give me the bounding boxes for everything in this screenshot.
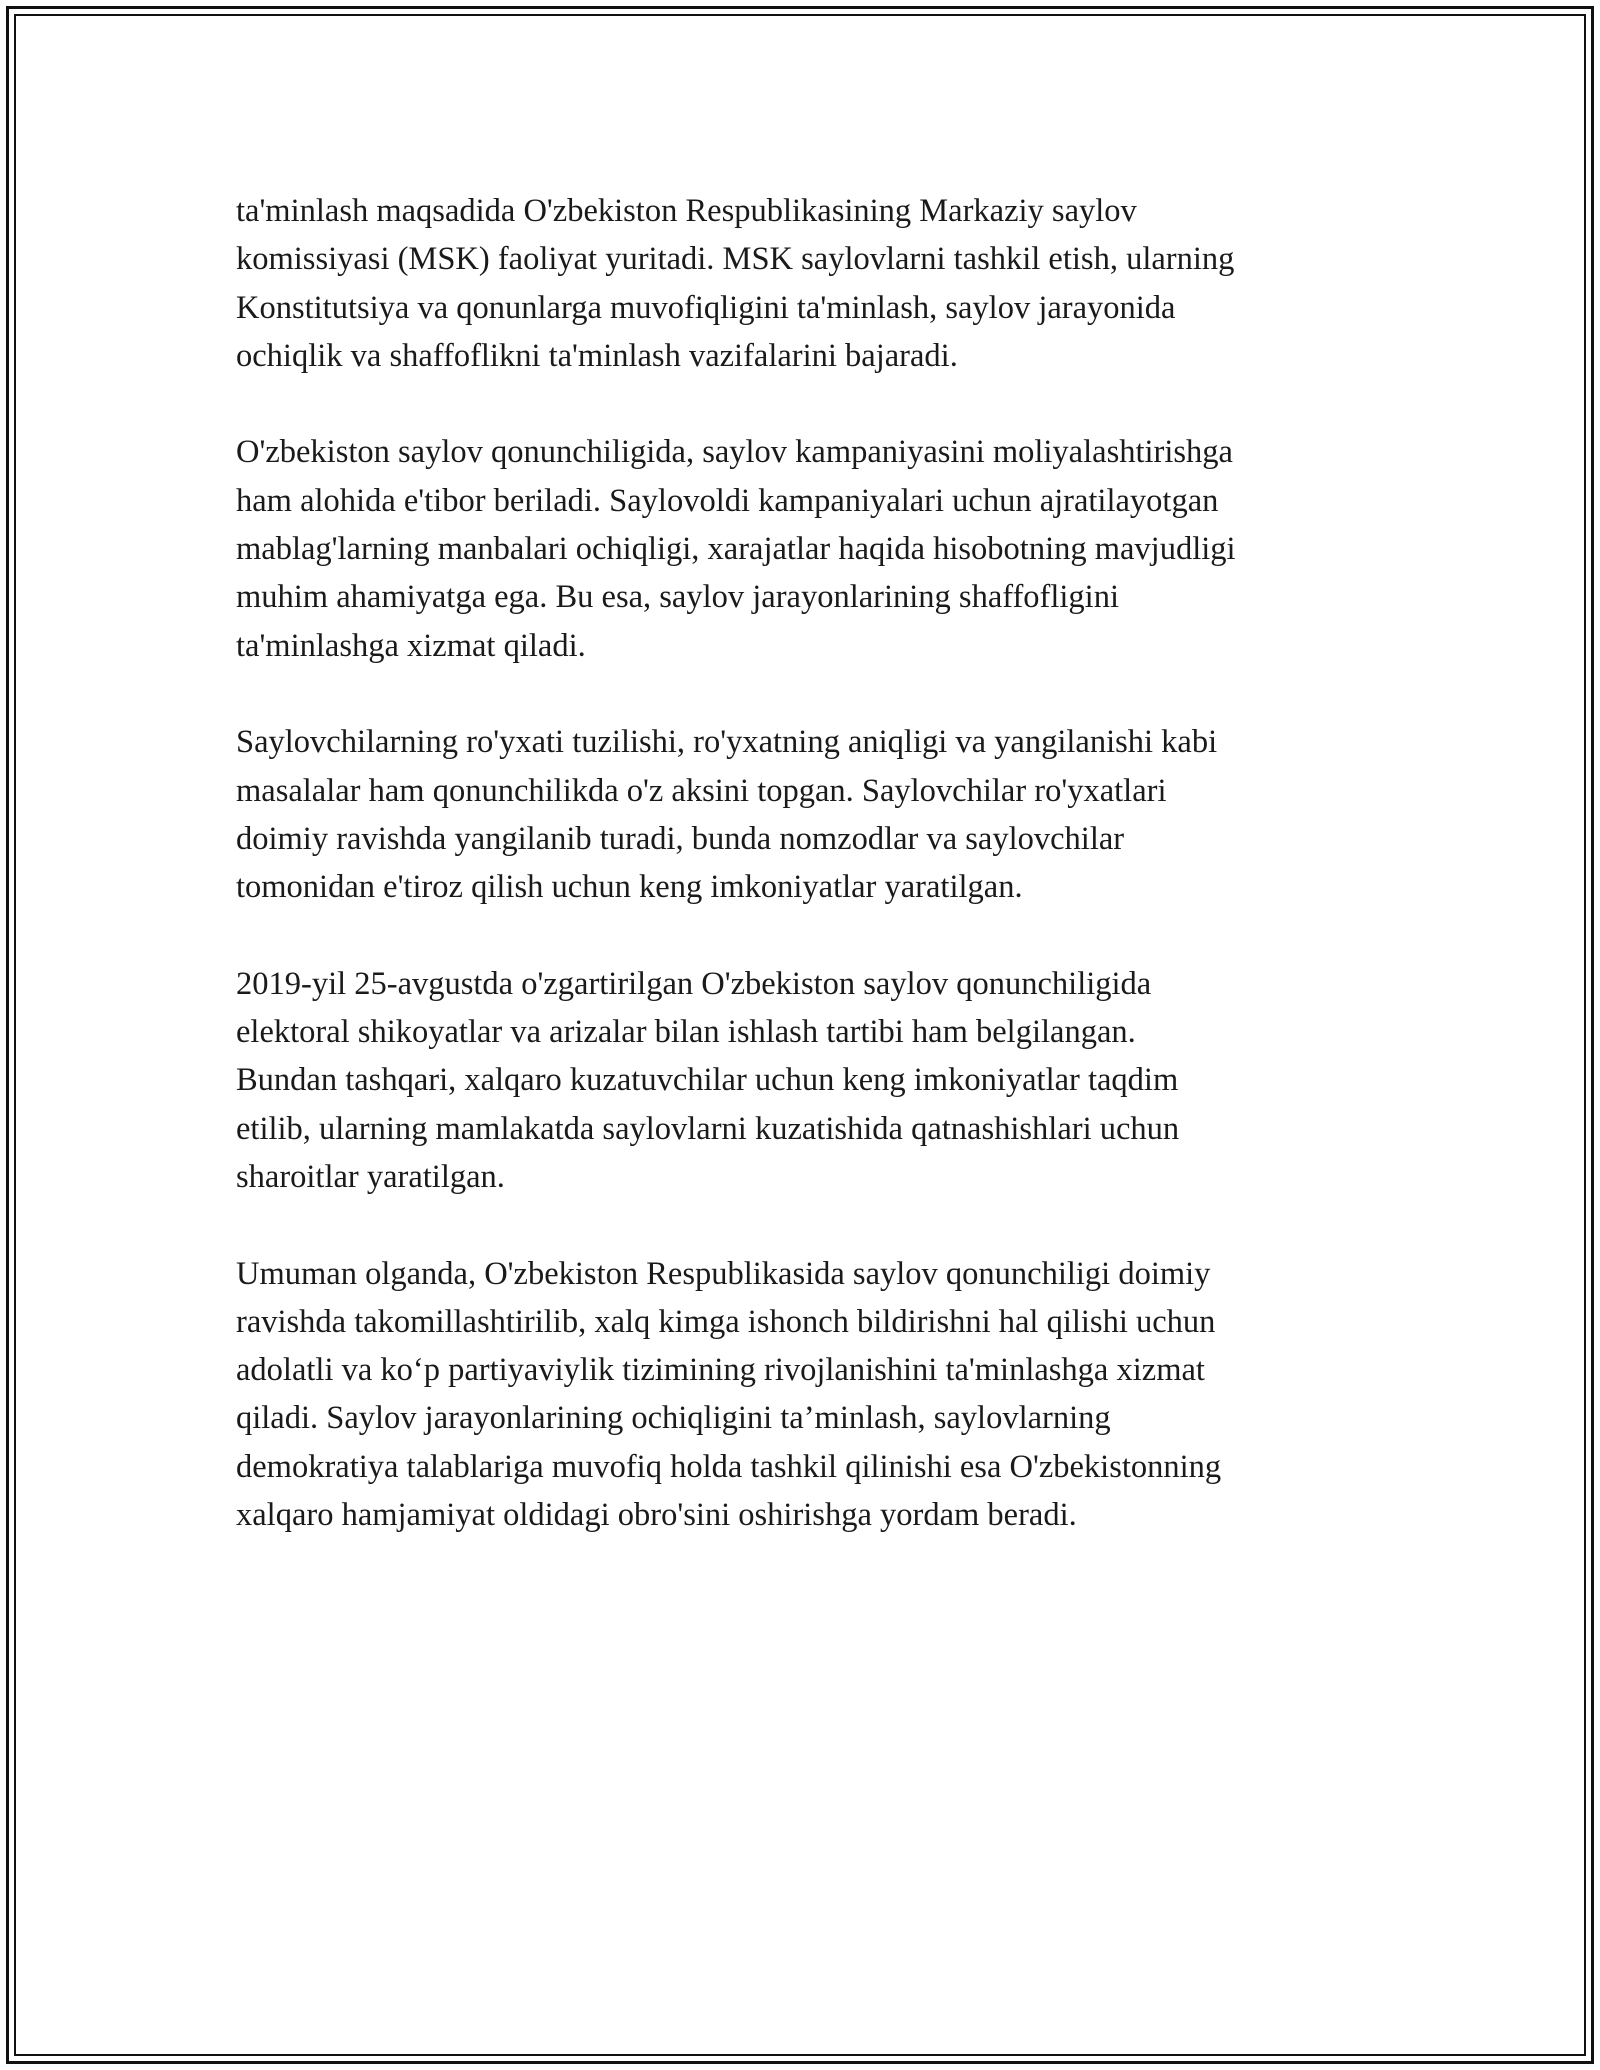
text-line: muhim ahamiyatga ega. Bu esa, saylov jarayonlarining shaffofligini bbox=[236, 579, 1119, 616]
text-line: adolatli va koʻp partiyaviylik tizimining rivojlanishini ta'minlashga xizmat bbox=[236, 1352, 1205, 1389]
text-line: O'zbekiston saylov qonunchiligida, saylov kampaniyasini moliyalashtirishga bbox=[236, 434, 1233, 471]
text-line: masalalar ham qonunchilikda o'z aksini topgan. Saylovchilar ro'yxatlari bbox=[236, 772, 1167, 809]
text-line: tomonidan e'tiroz qilish uchun keng imkoniyatlar yaratilgan. bbox=[236, 869, 1023, 906]
text-line: etilib, ularning mamlakatda saylovlarni kuzatishida qatnashishlari uchun bbox=[236, 1110, 1180, 1147]
text-line: ochiqlik va shaffoflikni ta'minlash vazifalarini bajaradi. bbox=[236, 337, 958, 374]
text-line: ta'minlash maqsadida O'zbekiston Respublikasining Markaziy saylov bbox=[236, 193, 1137, 229]
text-line: ravishda takomillashtirilib, xalq kimga ishonch bildirishni hal qilishi uchun bbox=[236, 1303, 1216, 1340]
text-line: doimiy ravishda yangilanib turadi, bunda nomzodlar va saylovchilar bbox=[236, 820, 1125, 857]
text-line: ta'minlashga xizmat qiladi. bbox=[236, 627, 586, 664]
text-line: 2019-yil 25-avgustda o'zgartirilgan O'zbekiston saylov qonunchiligida bbox=[236, 965, 1152, 1002]
text-line: demokratiya talablariga muvofiq holda tashkil qilinishi esa O'zbekistonning bbox=[236, 1448, 1222, 1485]
document-body bbox=[236, 187, 1436, 1588]
text-line: Saylovchilarning ro'yxati tuzilishi, ro'yxatning aniqligi va yangilanishi kabi bbox=[236, 724, 1218, 761]
paragraph-1 bbox=[236, 187, 1436, 380]
text-line: xalqaro hamjamiyat oldidagi obro'sini oshirishga yordam beradi. bbox=[236, 1497, 1077, 1534]
text-line: elektoral shikoyatlar va arizalar bilan ishlash tartibi ham belgilangan. bbox=[236, 1014, 1136, 1051]
paragraph-2 bbox=[236, 428, 1436, 669]
paragraph-4 bbox=[236, 960, 1436, 1201]
text-line: mablag'larning manbalari ochiqligi, xarajatlar haqida hisobotning mavjudligi bbox=[236, 531, 1236, 568]
text-line: Konstitutsiya va qonunlarga muvofiqligini ta'minlash, saylov jarayonida bbox=[236, 289, 1176, 326]
text-line: qiladi. Saylov jarayonlarining ochiqligini ta’minlash, saylovlarning bbox=[236, 1400, 1111, 1437]
text-line: sharoitlar yaratilgan. bbox=[236, 1158, 505, 1195]
paragraph-3 bbox=[236, 718, 1436, 911]
text-line: Umuman olganda, O'zbekiston Respublikasida saylov qonunchiligi doimiy bbox=[236, 1255, 1211, 1292]
paragraph-5 bbox=[236, 1250, 1436, 1540]
text-line: komissiyasi (MSK) faoliyat yuritadi. MSK saylovlarni tashkil etish, ularning bbox=[236, 241, 1235, 278]
text-line: Bundan tashqari, xalqaro kuzatuvchilar uchun keng imkoniyatlar taqdim bbox=[236, 1062, 1179, 1099]
text-line: ham alohida e'tibor beriladi. Saylovoldi kampaniyalari uchun ajratilayotgan bbox=[236, 482, 1219, 519]
